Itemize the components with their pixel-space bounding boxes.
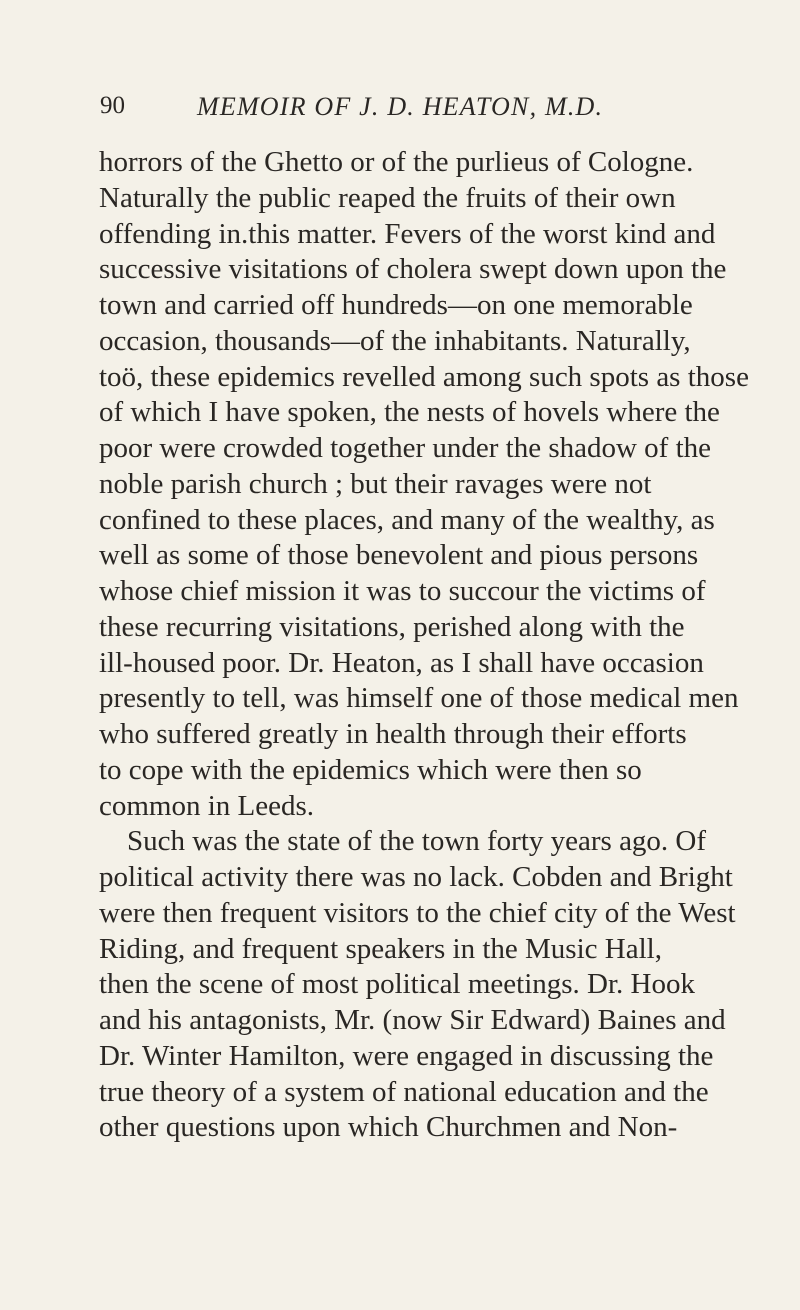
- running-head: [100, 92, 740, 132]
- text-line: other questions upon which Churchmen and Non-: [99, 1111, 678, 1144]
- body-text: [99, 145, 749, 1146]
- paragraph-start-line: Such was the state of the town forty years ago. Of: [127, 825, 707, 858]
- text-line: and his antagonists, Mr. (now Sir Edward) Baines and: [99, 1004, 726, 1036]
- text-line: noble parish church ; but their ravages were not: [99, 467, 652, 500]
- text-line: whose chief mission it was to succour the victims of: [99, 575, 706, 607]
- text-line: these recurring visitations, perished along with the: [99, 610, 685, 643]
- text-line: poor were crowded together under the shadow of the: [99, 432, 712, 464]
- running-title: MEMOIR OF J. D. HEATON, M.D.: [197, 92, 604, 121]
- text-line: were then frequent visitors to the chief city of the West: [99, 896, 736, 929]
- text-line: then the scene of most political meetings. Dr. Hook: [99, 968, 695, 1001]
- text-line: successive visitations of cholera swept down upon the: [99, 253, 727, 286]
- text-line: toö, these epidemics revelled among such spots as those: [99, 360, 749, 393]
- text-line: Dr. Winter Hamilton, were engaged in discussing the: [99, 1039, 714, 1072]
- text-line: Riding, and frequent speakers in the Music Hall,: [99, 932, 662, 965]
- text-line: true theory of a system of national education and the: [99, 1075, 709, 1108]
- text-line: to cope with the epidemics which were then so: [99, 753, 642, 786]
- text-line: who suffered greatly in health through their efforts: [99, 718, 687, 750]
- text-line: occasion, thousands—of the inhabitants. Naturally,: [99, 324, 691, 357]
- text-line: well as some of those benevolent and pious persons: [99, 539, 699, 572]
- text-line: common in Leeds.: [99, 789, 315, 822]
- text-line: offending in.this matter. Fevers of the worst kind and: [99, 217, 716, 250]
- page-number: 90: [100, 92, 125, 119]
- text-line: confined to these places, and many of the wealthy, as: [99, 503, 715, 536]
- text-line: horrors of the Ghetto or of the purlieus of Cologne.: [99, 146, 694, 178]
- text-line: of which I have spoken, the nests of hovels where the: [99, 396, 720, 429]
- text-line: town and carried off hundreds—on one memorable: [99, 289, 693, 321]
- text-line: presently to tell, was himself one of those medical men: [99, 682, 739, 715]
- text-line: ill-housed poor. Dr. Heaton, as I shall have occasion: [99, 646, 704, 679]
- text-line: political activity there was no lack. Cobden and Bright: [99, 861, 733, 893]
- text-line: Naturally the public reaped the fruits of their own: [99, 181, 676, 214]
